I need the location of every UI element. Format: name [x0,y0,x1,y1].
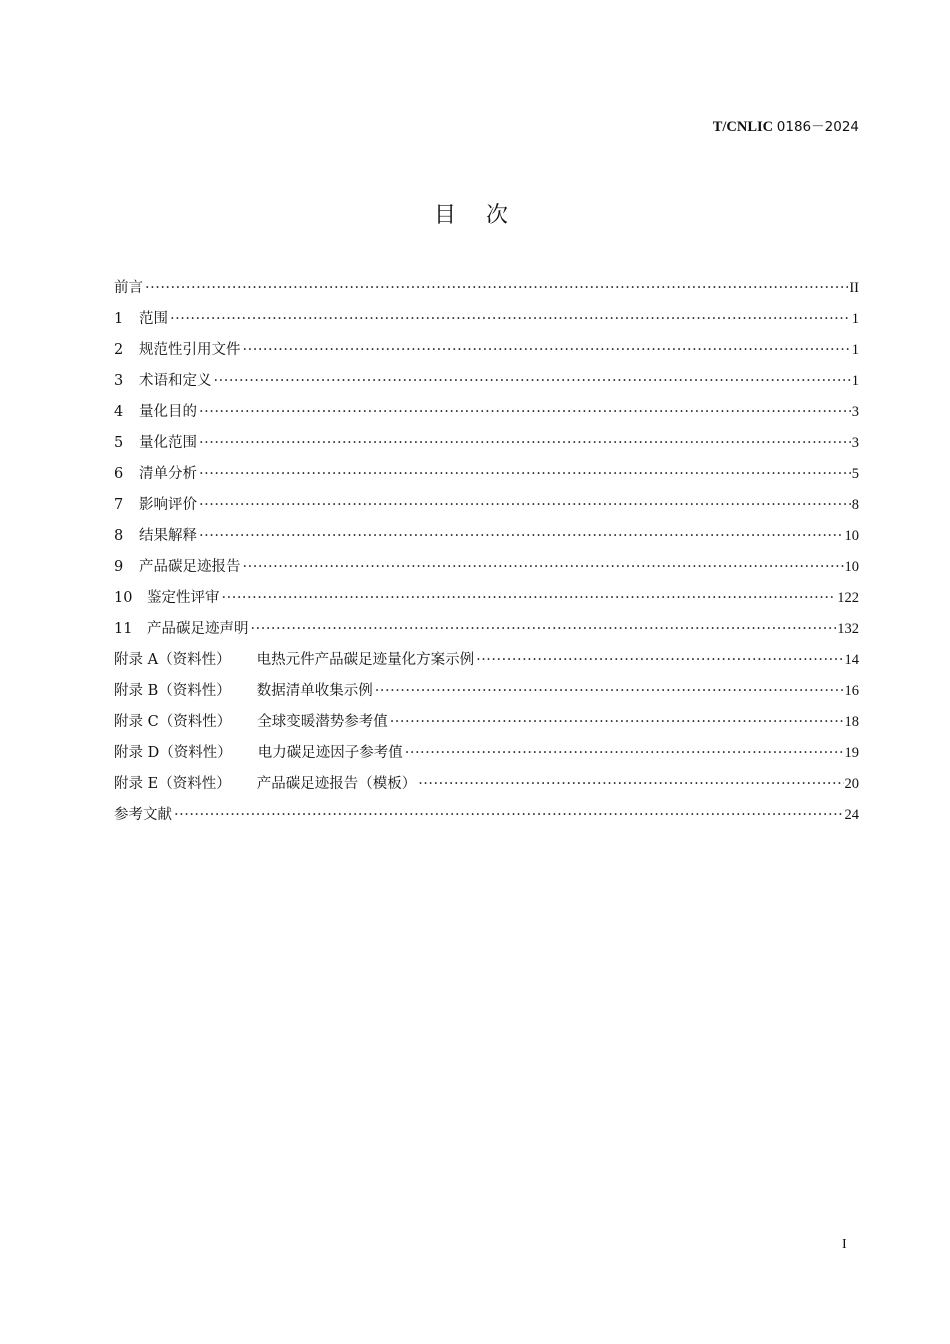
toc-entry-page: II [849,280,859,296]
toc-entry-number: 8 [114,528,124,544]
toc-entry-number: 9 [114,559,124,575]
toc-entry-annex: 附录 B（资料性） [114,683,231,699]
toc-entry-title: 量化范围 [139,435,197,451]
toc-entry[interactable] [114,617,859,648]
toc-dot-leader [243,559,844,575]
toc-entry-page: 132 [837,621,859,637]
toc-entry-page: 18 [844,714,859,730]
toc-dot-leader [222,590,837,606]
page-number: I [842,1237,847,1252]
toc-entry-title: 结果解释 [139,528,197,544]
toc-entry[interactable] [114,493,859,524]
toc-entry-title: 全球变暖潜势参考值 [257,714,388,730]
toc-dot-leader [174,807,844,823]
toc-entry-title: 产品碳足迹报告 [139,559,241,575]
toc-entry[interactable] [114,648,859,679]
toc-entry-page: 3 [851,435,859,451]
toc-entry-title: 参考文献 [114,807,172,823]
toc-dot-leader [199,497,851,513]
toc-entry[interactable] [114,307,859,338]
toc-entry-title: 鉴定性评审 [147,590,220,606]
toc-entry-number: 10 [114,590,133,606]
toc-dot-leader [170,311,851,327]
toc-entry-page: 1 [851,342,859,358]
toc-entry[interactable] [114,524,859,555]
toc-entry-page: 122 [837,590,859,606]
page-title: 目次 [433,203,538,228]
toc-entry-number: 1 [114,311,124,327]
toc-entry[interactable] [114,276,859,307]
toc-entry-page: 14 [844,652,859,668]
toc-entry-page: 1 [851,373,859,389]
toc-entry-title: 量化目的 [139,404,197,420]
toc-entry-number: 11 [114,621,133,637]
toc-entry-page: 10 [844,528,859,544]
toc-entry-page: 19 [844,745,859,761]
table-of-contents [114,276,859,834]
toc-entry-title: 范围 [139,311,168,327]
toc-entry[interactable] [114,555,859,586]
toc-dot-leader [251,621,837,637]
toc-entry-title: 规范性引用文件 [139,342,241,358]
toc-entry-annex: 附录 D（资料性） [114,745,232,761]
toc-entry-title: 影响评价 [139,497,197,513]
toc-entry[interactable] [114,803,859,834]
document-code-number: 0186－2024 [776,119,859,135]
toc-entry-title: 电力碳足迹因子参考值 [257,745,403,761]
toc-entry[interactable] [114,400,859,431]
toc-dot-leader [199,404,851,420]
toc-dot-leader [390,714,844,730]
document-code [713,115,859,136]
toc-dot-leader [405,745,844,761]
toc-entry-title: 术语和定义 [139,373,212,389]
toc-entry-page: 1 [851,311,859,327]
toc-entry[interactable] [114,431,859,462]
toc-entry-annex: 附录 E（资料性） [114,776,231,792]
toc-entry-page: 16 [844,683,859,699]
toc-entry-page: 5 [851,466,859,482]
toc-entry-page: 10 [844,559,859,575]
toc-entry-number: 3 [114,373,124,389]
toc-dot-leader [243,342,851,358]
toc-dot-leader [375,683,844,699]
toc-entry[interactable] [114,710,859,741]
toc-entry-number: 6 [114,466,124,482]
toc-dot-leader [199,435,851,451]
toc-entry[interactable] [114,772,859,803]
toc-dot-leader [199,528,844,544]
toc-entry[interactable] [114,679,859,710]
toc-entry-title: 清单分析 [139,466,197,482]
toc-dot-leader [199,466,851,482]
toc-entry-number: 2 [114,342,124,358]
toc-entry[interactable] [114,586,859,617]
toc-entry-page: 20 [844,776,859,792]
toc-entry[interactable] [114,462,859,493]
toc-entry-number: 5 [114,435,124,451]
toc-dot-leader [145,280,848,296]
toc-dot-leader [476,652,843,668]
toc-entry[interactable] [114,741,859,772]
toc-entry-annex: 附录 C（资料性） [114,714,232,730]
toc-entry-title: 前言 [114,280,143,296]
toc-dot-leader [214,373,851,389]
toc-entry-number: 7 [114,497,124,513]
toc-entry-page: 8 [851,497,859,513]
toc-entry-page: 24 [844,807,859,823]
toc-entry-number: 4 [114,404,124,420]
document-code-prefix: T/CNLIC [712,119,774,135]
toc-entry-page: 3 [851,404,859,420]
toc-entry-annex: 附录 A（资料性） [114,652,231,668]
toc-entry-title: 电热元件产品碳足迹量化方案示例 [256,652,475,668]
toc-entry-title: 产品碳足迹声明 [147,621,249,637]
toc-entry-title: 数据清单收集示例 [256,683,373,699]
toc-entry-title: 产品碳足迹报告（模板） [256,776,417,792]
toc-entry[interactable] [114,338,859,369]
toc-dot-leader [418,776,843,792]
toc-entry[interactable] [114,369,859,400]
